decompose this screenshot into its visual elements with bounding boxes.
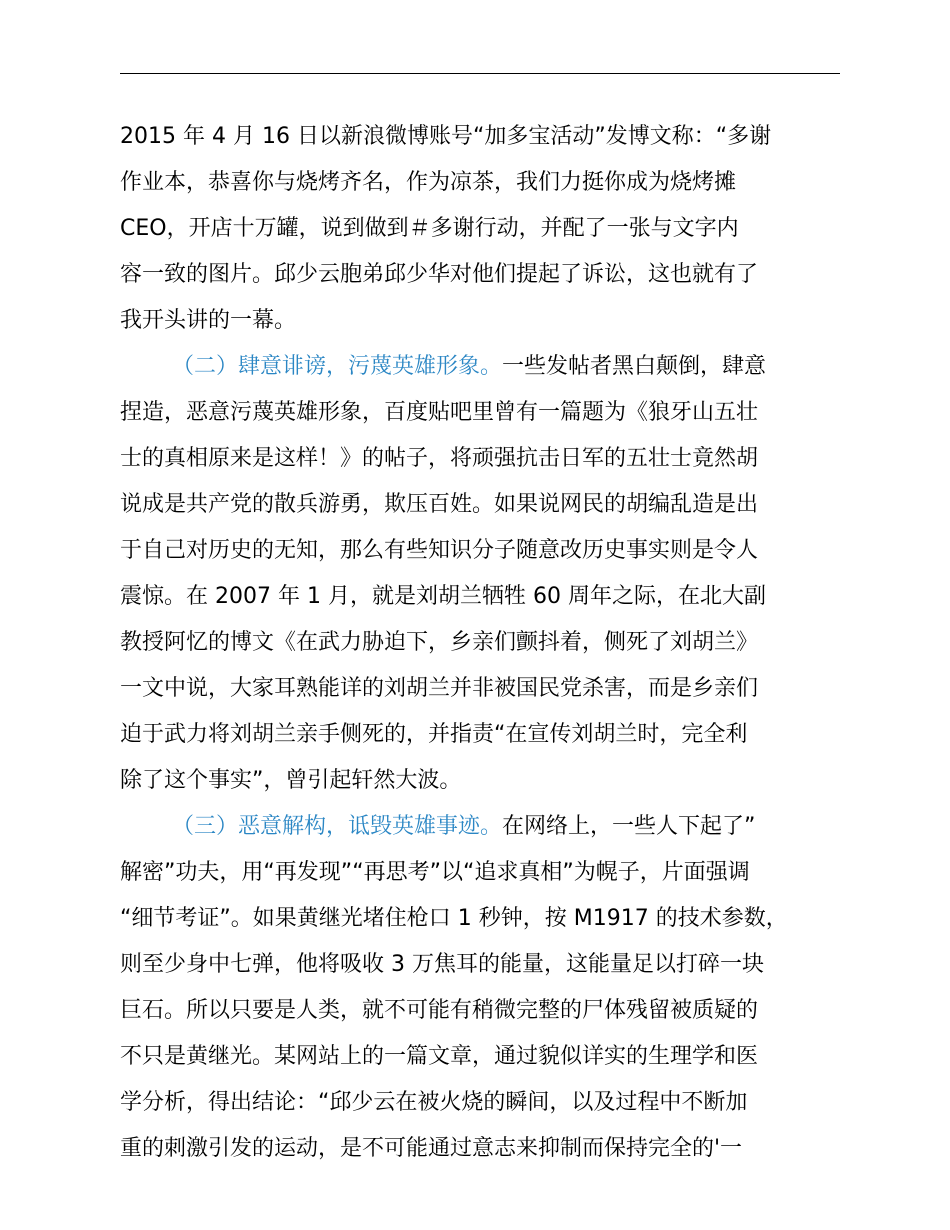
- paragraph-line: 重的刺激引发的运动，是不可能通过意志来抑制而保持完全的'一: [120, 1136, 743, 1161]
- paragraph-line: 解密”功夫，用“再发现”“再思考”以“追求真相”为幌子，片面强调: [120, 860, 750, 885]
- section-2-first-line-text: 一些发帖者黑白颠倒，肆意: [502, 354, 767, 379]
- paragraph-line: 震惊。在 2007 年 1 月，就是刘胡兰牺牲 60 周年之际，在北大副: [120, 584, 766, 609]
- paragraph-line: 作业本，恭喜你与烧烤齐名，作为凉茶，我们力挺你成为烧烤摊: [120, 170, 737, 195]
- paragraph-line: “细节考证”。如果黄继光堵住枪口 1 秒钟，按 M1917 的技术参数，: [120, 906, 788, 931]
- paragraph-line: 则至少身中七弹，他将吸收 3 万焦耳的能量，这能量足以打碎一块: [120, 952, 764, 977]
- paragraph-line: 士的真相原来是这样！》的帖子，将顽强抗击日军的五壮士竟然胡: [120, 446, 759, 471]
- paragraph-line: 说成是共产党的散兵游勇，欺压百姓。如果说网民的胡编乱造是出: [120, 492, 759, 517]
- paragraph-line: 教授阿忆的博文《在武力胁迫下，乡亲们颤抖着，侧死了刘胡兰》: [120, 630, 759, 655]
- header-rule: [120, 73, 840, 74]
- section-3-first-line: [120, 804, 860, 850]
- section-2-heading: （二）肆意诽谤，污蔑英雄形象。: [172, 354, 503, 379]
- paragraph-line: 我开头讲的一幕。: [120, 308, 297, 333]
- paragraph-line: 不只是黄继光。某网站上的一篇文章，通过貌似详实的生理学和医: [120, 1044, 759, 1069]
- paragraph-line: 学分析，得出结论：“邱少云在被火烧的瞬间，以及过程中不断加: [120, 1090, 748, 1115]
- paragraph-line: 一文中说，大家耳熟能详的刘胡兰并非被国民党杀害，而是乡亲们: [120, 676, 759, 701]
- section-3-first-line-text: 在网络上，一些人下起了”: [502, 814, 756, 839]
- paragraph-line: 容一致的图片。邱少云胞弟邱少华对他们提起了诉讼，这也就有了: [120, 262, 759, 287]
- paragraph-line: CEO，开店十万罐，说到做到＃多谢行动，并配了一张与文字内: [120, 216, 739, 241]
- paragraph-line: 捏造，恶意污蔑英雄形象，百度贴吧里曾有一篇题为《狼牙山五壮: [120, 400, 759, 425]
- paragraph-line: 2015 年 4 月 16 日以新浪微博账号“加多宝活动”发博文称：“多谢: [120, 124, 772, 149]
- body-text: [120, 114, 860, 1172]
- paragraph-line: 除了这个事实”，曾引起轩然大波。: [120, 768, 462, 793]
- section-2-first-line: [120, 344, 860, 390]
- paragraph-line: 于自己对历史的无知，那么有些知识分子随意改历史事实则是令人: [120, 538, 759, 563]
- section-3-heading: （三）恶意解构，诋毁英雄事迹。: [172, 814, 503, 839]
- paragraph-line: 巨石。所以只要是人类，就不可能有稍微完整的尸体残留被质疑的: [120, 998, 759, 1023]
- paragraph-line: 迫于武力将刘胡兰亲手侧死的，并指责“在宣传刘胡兰时，完全利: [120, 722, 748, 747]
